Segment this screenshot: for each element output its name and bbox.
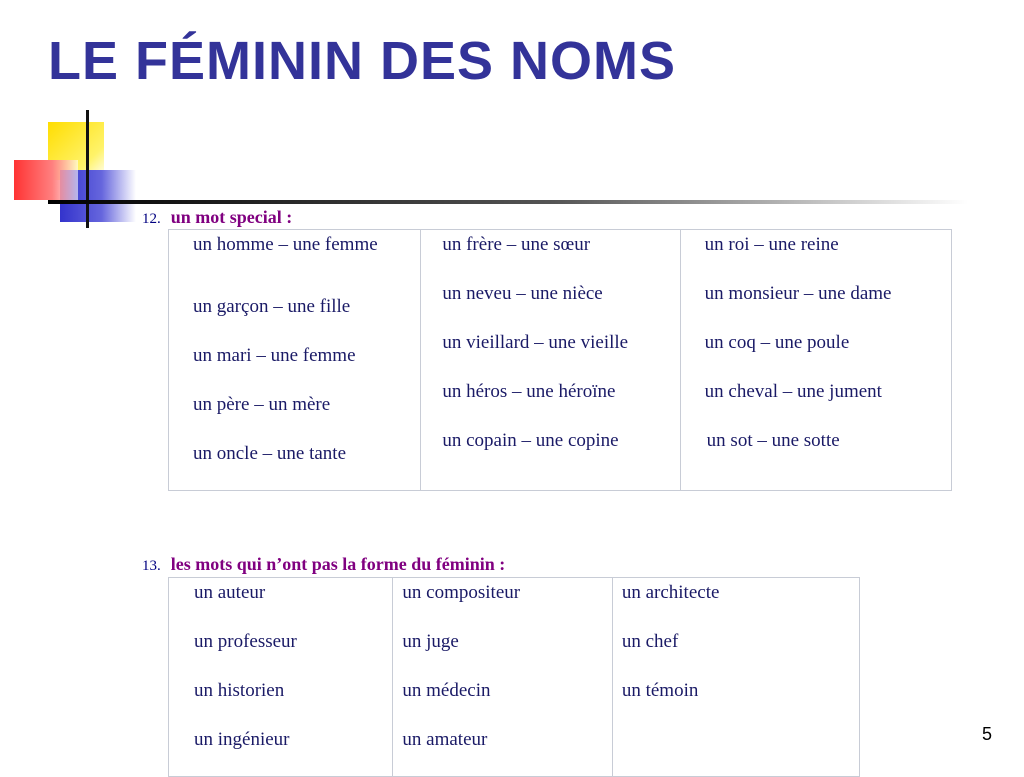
word-pair: un copain – une copine bbox=[442, 430, 619, 451]
word: un historien bbox=[194, 680, 285, 701]
title-divider bbox=[48, 200, 968, 204]
word: un auteur bbox=[194, 582, 266, 603]
section-12-table bbox=[168, 229, 952, 491]
word-pair: un père – un mère bbox=[193, 394, 331, 415]
word: un amateur bbox=[402, 729, 488, 750]
section-12-title: un mot special : bbox=[170, 207, 293, 227]
table-column bbox=[680, 230, 951, 491]
word-pair: un roi – une reine bbox=[704, 234, 839, 255]
word-pair: un cheval – une jument bbox=[704, 381, 882, 402]
table-column bbox=[169, 578, 393, 777]
vertical-rule bbox=[86, 110, 89, 228]
word-pair: un neveu – une nièce bbox=[442, 283, 603, 304]
table-column bbox=[421, 230, 680, 491]
word-pair: un monsieur – une dame bbox=[704, 283, 892, 304]
page-number: 5 bbox=[981, 724, 992, 744]
section-12-heading bbox=[142, 207, 292, 228]
decorative-squares bbox=[0, 100, 150, 240]
word-pair: un sot – une sotte bbox=[706, 430, 840, 451]
word-pair: un garçon – une fille bbox=[193, 296, 351, 317]
section-13-number: 13. bbox=[142, 558, 161, 574]
word: un témoin bbox=[621, 680, 699, 701]
word-pair: un homme – une femme bbox=[193, 234, 378, 255]
table-column bbox=[393, 578, 612, 777]
word: un architecte bbox=[621, 582, 720, 603]
table-column bbox=[169, 230, 421, 491]
word: un compositeur bbox=[402, 582, 521, 603]
word-pair: un mari – une femme bbox=[193, 345, 356, 366]
word: un professeur bbox=[194, 631, 297, 652]
red-square bbox=[14, 160, 78, 200]
word: un ingénieur bbox=[194, 729, 290, 750]
word-pair: un frère – une sœur bbox=[442, 234, 591, 255]
slide-title: LE FÉMININ DES NOMS bbox=[48, 31, 677, 91]
word-pair: un oncle – une tante bbox=[193, 443, 347, 464]
section-12-number: 12. bbox=[142, 211, 161, 227]
word: un médecin bbox=[402, 680, 491, 701]
section-13-table bbox=[168, 577, 860, 777]
word: un juge bbox=[402, 631, 459, 652]
word-pair: un héros – une héroïne bbox=[442, 381, 616, 402]
table-column bbox=[612, 578, 859, 777]
section-13-title: les mots qui n’ont pas la forme du féminin : bbox=[170, 554, 506, 574]
word-pair: un coq – une poule bbox=[704, 332, 850, 353]
word: un chef bbox=[621, 631, 679, 652]
section-13-heading bbox=[142, 554, 505, 575]
word-pair: un vieillard – une vieille bbox=[442, 332, 629, 353]
